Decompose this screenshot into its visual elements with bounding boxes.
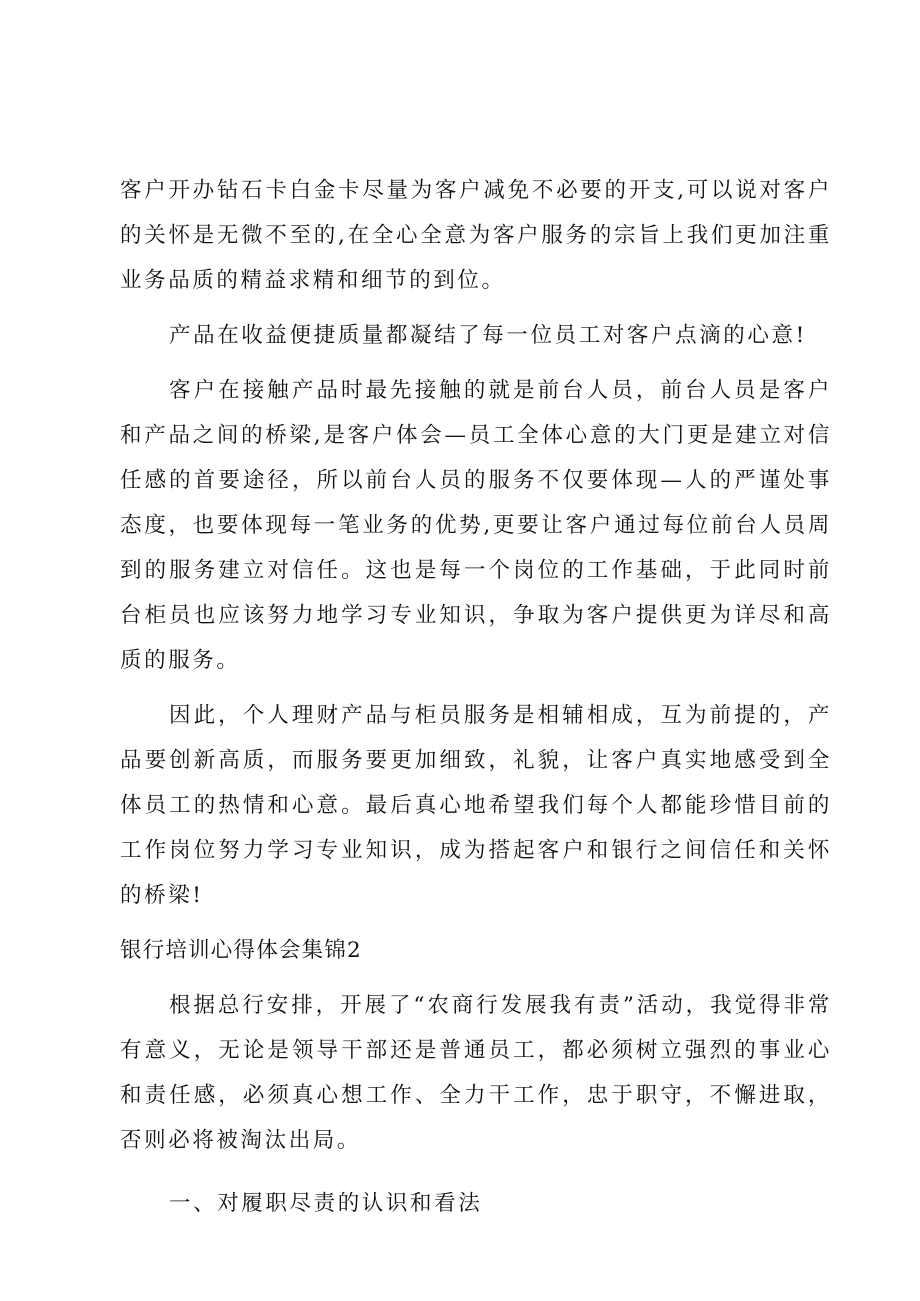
paragraph-activity: 根据总行安排，开展了“农商行发展我有责”活动，我觉得非常有意义，无论是领导干部还是普通员工，都必须树立强烈的事业心和责任感，必须真心想工作、全力干工作，忠于职守，不懈进取，否则必将被淘汰出局。 — [120, 993, 832, 1153]
subheading: 一、对履职尽责的认识和看法 — [169, 1191, 483, 1216]
paragraph-product-intent: 产品在收益便捷质量都凝结了每一位员工对客户点滴的心意! — [169, 323, 807, 348]
paragraph-conclusion: 因此，个人理财产品与柜员服务是相辅相成，互为前提的，产品要创新高质，而服务要更加细致，礼貌，让客户真实地感受到全体员工的热情和心意。最后真心地希望我们每个人都能珍惜目前的工作岗位努力学习专业知识，成为搭起客户和银行之间信任和关怀的桥梁! — [120, 703, 832, 908]
paragraph-front-desk: 客户在接触产品时最先接触的就是前台人员，前台人员是客户和产品之间的桥梁,是客户体会—员工全体心意的大门更是建立对信任感的首要途径，所以前台人员的服务不仅要体现—人的严谨处事态度，也要体现每一笔业务的优势,更要让客户通过每位前台人员周到的服务建立对信任。这也是每一个岗位的工作基础，于此同时前台柜员也应该努力地学习专业知识，争取为客户提供更为详尽和高质的服务。 — [120, 378, 832, 673]
document-body — [120, 168, 832, 1226]
paragraph-continuation: 客户开办钻石卡白金卡尽量为客户减免不必要的开支,可以说对客户的关怀是无微不至的,在全心全意为客户服务的宗旨上我们更加注重业务品质的精益求精和细节的到位。 — [120, 178, 832, 293]
section-title: 银行培训心得体会集锦2 — [120, 938, 362, 963]
